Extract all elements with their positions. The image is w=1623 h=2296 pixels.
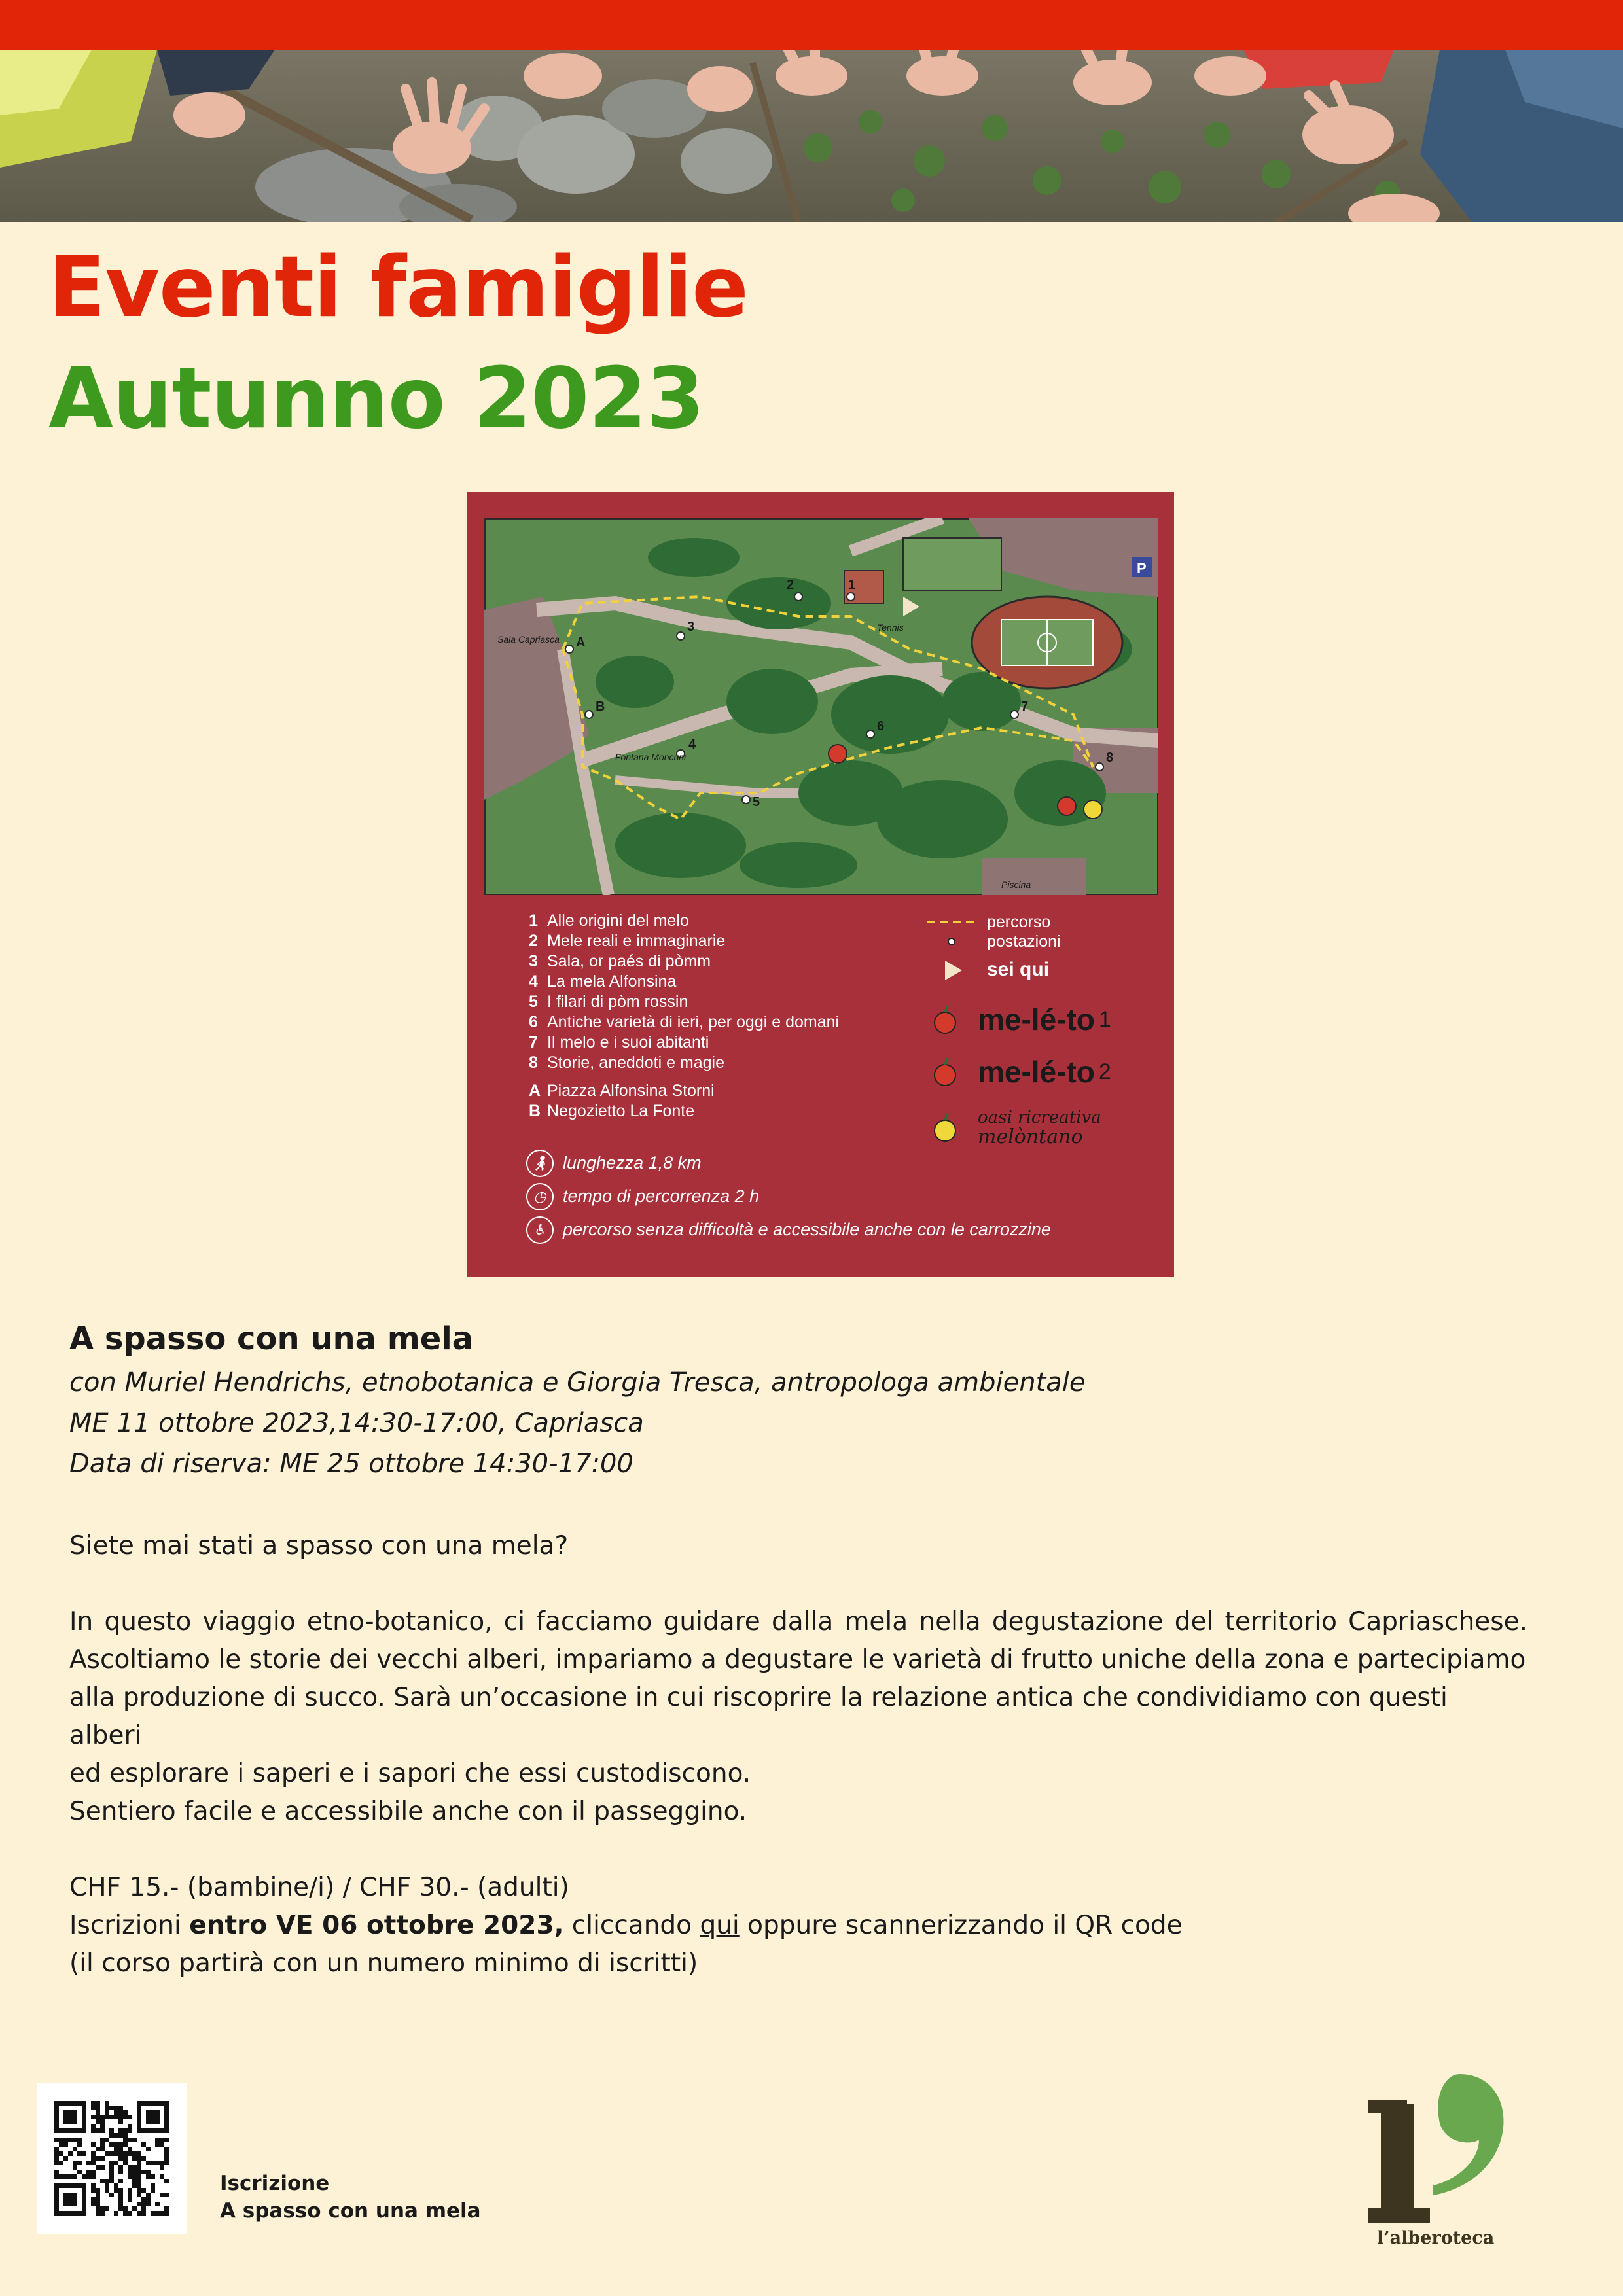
svg-text:1: 1 — [848, 578, 856, 592]
qr-caption — [220, 2170, 481, 2225]
svg-text:8: 8 — [1106, 751, 1114, 765]
map-label-sala: Sala Capriasca — [497, 634, 560, 645]
event-paragraph-line: ed esplorare i saperi e i sapori che essi custodiscono. — [69, 1759, 751, 1788]
legend-meleto-1: me-lé-to — [978, 1002, 1095, 1036]
qr-caption-line2: A spasso con una mela — [220, 2199, 481, 2223]
dashed-route-icon — [925, 919, 978, 925]
legend-row: 3 Sala, or paés di pòmm — [529, 952, 711, 970]
legend-sei-qui: sei qui — [987, 959, 1050, 980]
event-guides: con Muriel Hendrichs, etnobotanica e Giorgia Tresca, antropologa ambientale — [69, 1368, 1086, 1398]
title-eventi-famiglie: Eventi famiglie — [48, 239, 748, 336]
svg-text:A: A — [576, 635, 586, 650]
event-date: ME 11 ottobre 2023,14:30-17:00, Capriasca — [69, 1408, 644, 1438]
route-map-panel — [467, 492, 1174, 1277]
red-apple-icon — [925, 1055, 965, 1088]
event-reserve-date: Data di riserva: ME 25 ottobre 14:30-17:00 — [69, 1449, 633, 1479]
event-body — [69, 1527, 1527, 1983]
station-dot-icon — [925, 936, 978, 947]
top-red-bar — [0, 0, 1623, 50]
map-label-fontana: Fontana Moncrini — [615, 752, 687, 762]
event-paragraph-line: alla produzione di succo. Sarà un’occasione in cui riscoprire la relazione antica che condividiamo con questi alberi — [69, 1683, 1448, 1750]
accessibility-icon: ♿︎ — [526, 1216, 554, 1244]
legend-oasi-line1: oasi ricreativa — [978, 1108, 1101, 1127]
info-length: lunghezza 1,8 km — [563, 1153, 702, 1173]
legend-meleto-1-num: 1 — [1098, 1006, 1111, 1032]
logo-text: l’alberoteca — [1377, 2228, 1495, 2248]
title-autunno-2023: Autunno 2023 — [48, 350, 704, 448]
svg-text:B: B — [596, 699, 605, 714]
event-paragraph-line: Ascoltiamo le storie dei vecchi alberi, impariamo a degustare le varietà di frutto uniche della zona e partecipiamo — [69, 1645, 1526, 1674]
legend-row: A Piazza Alfonsina Storni — [529, 1082, 715, 1100]
legend-oasi-line2: melòntano — [978, 1125, 1083, 1148]
info-accessibility: percorso senza difficoltà e accessibile anche con le carrozzine — [563, 1220, 1051, 1239]
info-duration: tempo di percorrenza 2 h — [563, 1186, 760, 1206]
map-key — [925, 912, 1111, 1157]
qr-code-image[interactable] — [37, 2083, 187, 2234]
legend-row: 2 Mele reali e immaginarie — [529, 932, 726, 950]
legend-postazioni: postazioni — [987, 932, 1061, 951]
legend-row: 6 Antiche varietà di ieri, per oggi e domani — [529, 1013, 840, 1031]
map-label-tennis: Tennis — [877, 622, 904, 633]
registration-link[interactable]: qui — [700, 1911, 740, 1940]
legend-row: B Negozietto La Fonte — [529, 1102, 695, 1120]
clock-icon: ◷ — [526, 1183, 554, 1210]
legend-meleto-2: me-lé-to — [978, 1055, 1095, 1089]
svg-text:5: 5 — [753, 795, 760, 809]
event-question: Siete mai stati a spasso con una mela? — [69, 1531, 569, 1561]
svg-text:3: 3 — [687, 620, 695, 634]
event-title: A spasso con una mela — [69, 1320, 474, 1357]
event-details — [69, 1362, 1085, 1484]
walker-icon: 🚶︎ — [526, 1150, 554, 1177]
map-label-piscina: Piscina — [1001, 879, 1031, 890]
qr-code[interactable] — [37, 2083, 187, 2234]
svg-text:6: 6 — [877, 719, 885, 733]
you-are-here-icon — [925, 958, 978, 981]
svg-text:7: 7 — [1021, 699, 1029, 714]
event-registration: Iscrizioni entro VE 06 ottobre 2023, cliccando qui oppure scannerizzando il QR code — [69, 1911, 1183, 1940]
event-paragraph-line: In questo viaggio etno-botanico, ci facciamo guidare dalla mela nella degustazione del territorio Capriaschese. — [69, 1607, 1527, 1636]
route-info — [526, 1146, 1051, 1246]
legend-row: 1 Alle origini del melo — [529, 911, 689, 930]
qr-caption-line1: Iscrizione — [220, 2172, 330, 2195]
station-legend — [529, 911, 839, 1122]
legend-row: 7 Il melo e i suoi abitanti — [529, 1033, 709, 1051]
route-map — [484, 518, 1158, 895]
legend-meleto-2-num: 2 — [1098, 1059, 1111, 1084]
event-note: (il corso partirà con un numero minimo di iscritti) — [69, 1949, 698, 1978]
event-paragraph-line: Sentiero facile e accessibile anche con il passeggino. — [69, 1797, 747, 1826]
legend-row: 5 I filari di pòm rossin — [529, 993, 688, 1011]
svg-text:2: 2 — [787, 578, 794, 592]
red-apple-icon — [925, 1003, 965, 1036]
legend-row: 4 La mela Alfonsina — [529, 972, 677, 991]
legend-row: 8 Storie, aneddoti e magie — [529, 1053, 725, 1072]
svg-text:4: 4 — [688, 737, 696, 752]
alberoteca-logo — [1368, 2068, 1518, 2251]
yellow-apple-icon — [925, 1111, 965, 1144]
registration-deadline: entro VE 06 ottobre 2023, — [189, 1911, 564, 1940]
event-price: CHF 15.- (bambine/i) / CHF 30.- (adulti) — [69, 1873, 569, 1902]
legend-percorso: percorso — [987, 912, 1051, 931]
hero-photo — [0, 50, 1623, 222]
parking-label: P — [1137, 560, 1147, 576]
